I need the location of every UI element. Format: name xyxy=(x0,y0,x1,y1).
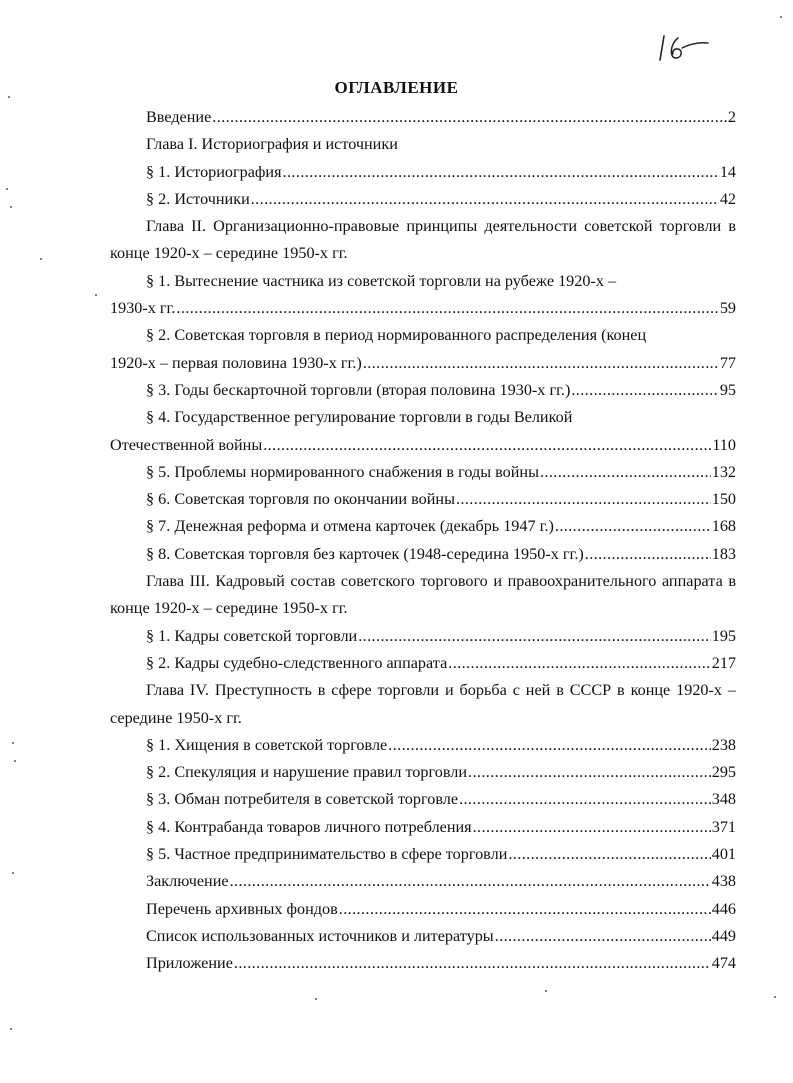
toc-entry: Перечень архивных фондов ..... 446 xyxy=(110,896,736,923)
toc-entry: Введение ..... 2 xyxy=(110,104,736,131)
toc-entry: § 2. Кадры судебно-следственного аппарата ..... 217 xyxy=(110,650,736,677)
toc-entry: § 6. Советская торговля по окончании войны ..... 150 xyxy=(110,486,736,513)
toc-entry: Заключение ..... 438 xyxy=(110,868,736,895)
toc-entry: § 1. Кадры советской торговли ..... 195 xyxy=(110,623,736,650)
toc-entry: § 3. Годы бескарточной торговли (вторая половина 1930-х гг.) ..... 95 xyxy=(110,377,736,404)
toc-entry: § 8. Советская торговля без карточек (1948-середина 1950-х гг.) ..... 183 xyxy=(110,541,736,568)
handwritten-page-number xyxy=(652,30,712,64)
toc-entry-multiline: § 2. Советская торговля в период нормированного распределения (конец 1920-х – первая половина 1930-х гг.) ..... 77 xyxy=(110,322,736,377)
toc-entry: § 5. Частное предпринимательство в сфере торговли ..... 401 xyxy=(110,841,736,868)
toc-entry: § 7. Денежная реформа и отмена карточек (декабрь 1947 г.) ..... 168 xyxy=(110,513,736,540)
toc-chapter-heading: Глава I. Историография и источники xyxy=(146,135,398,154)
toc-entry: Список использованных источников и литературы ..... 449 xyxy=(110,923,736,950)
table-of-contents xyxy=(110,104,736,978)
toc-entry: § 4. Контрабанда товаров личного потребления ..... 371 xyxy=(110,814,736,841)
toc-entry: § 3. Обман потребителя в советской торговле ..... 348 xyxy=(110,786,736,813)
toc-entry: § 1. Хищения в советской торговле ..... 238 xyxy=(110,732,736,759)
toc-entry: Приложение ..... 474 xyxy=(110,950,736,977)
toc-entry-multiline: § 4. Государственное регулирование торговли в годы Великой Отечественной войны ..... 110 xyxy=(110,404,736,459)
toc-entry-multiline: § 1. Вытеснение частника из советской торговли на рубеже 1920-х – 1930-х гг. ..... 59 xyxy=(110,268,736,323)
toc-entry: § 5. Проблемы нормированного снабжения в годы войны ..... 132 xyxy=(110,459,736,486)
toc-entry: § 2. Источники ..... 42 xyxy=(110,186,736,213)
page-title: ОГЛАВЛЕНИЕ xyxy=(334,78,459,97)
toc-entry: § 2. Спекуляция и нарушение правил торговли ..... 295 xyxy=(110,759,736,786)
toc-chapter-heading: Глава IV. Преступность в сфере торговли и борьба с ней в СССР в конце 1920-х – середине 1950-х гг. xyxy=(110,681,736,727)
toc-entry: § 1. Историография ..... 14 xyxy=(110,159,736,186)
toc-chapter-heading: Глава II. Организационно-правовые принципы деятельности советской торговли в конце 1920-х – середине 1950-х гг. xyxy=(110,217,736,263)
toc-chapter-heading: Глава III. Кадровый состав советского торгового и правоохранительного аппарата в конце 1920-х – середине 1950-х гг. xyxy=(110,572,736,618)
